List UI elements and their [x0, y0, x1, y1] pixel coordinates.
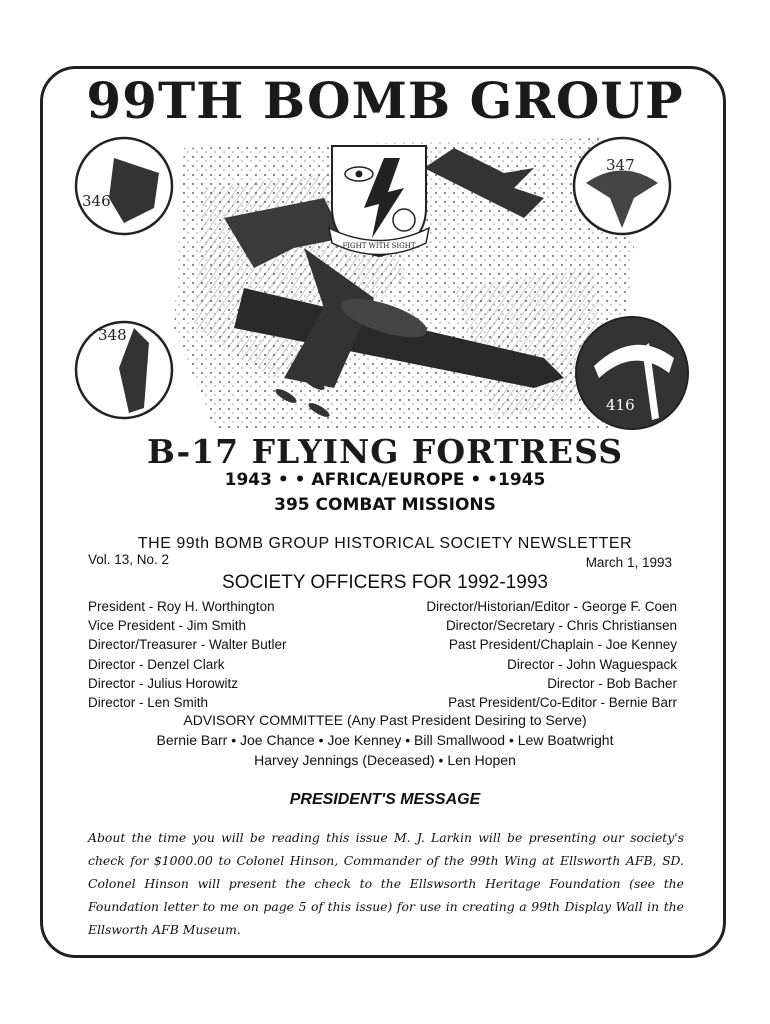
- svg-text:FIGHT WITH SIGHT: FIGHT WITH SIGHT: [342, 242, 416, 250]
- crest-shield: [329, 146, 429, 256]
- advisory-heading: ADVISORY COMMITTEE (Any Past President Desiring to Serve): [183, 712, 587, 728]
- badge-347: [574, 138, 670, 234]
- aircraft-title: B-17 FLYING FORTRESS: [146, 432, 624, 471]
- bomber-artwork: [74, 128, 694, 434]
- officer-entry: Director - Denzel Clark: [88, 656, 225, 672]
- officer-entry: Director/Secretary - Chris Christiansen: [445, 618, 677, 634]
- issue-date: March 1, 1993: [585, 555, 672, 570]
- masthead-title: 99TH BOMB GROUP: [86, 71, 684, 130]
- officer-entry: Past President/Chaplain - Joe Kenney: [448, 637, 677, 653]
- officer-entry: Director/Historian/Editor - George F. Coen: [426, 599, 677, 614]
- officer-entry: Director - Len Smith: [88, 695, 209, 711]
- officer-entry: Director - Julius Horowitz: [88, 675, 239, 691]
- newsletter-title: THE 99th BOMB GROUP HISTORICAL SOCIETY NEWSLETTER: [137, 535, 633, 552]
- officers-right-column: [357, 597, 677, 712]
- svg-text:346: 346: [82, 192, 111, 210]
- advisory-members-line-1: Bernie Barr • Joe Chance • Joe Kenney • Bill Smallwood • Lew Boatwright: [156, 732, 614, 748]
- badge-416: [576, 317, 688, 429]
- badge-346: [76, 138, 172, 234]
- officer-entry: Vice President - Jim Smith: [88, 618, 247, 634]
- officer-entry: Director - Bob Bacher: [547, 675, 677, 691]
- officer-entry: President - Roy H. Worthington: [88, 599, 275, 614]
- president-message-heading: PRESIDENT'S MESSAGE: [289, 791, 481, 808]
- svg-text:348: 348: [98, 326, 127, 344]
- officers-heading: SOCIETY OFFICERS FOR 1992-1993: [222, 572, 548, 593]
- svg-text:347: 347: [606, 156, 635, 174]
- years-theater: 1943 • • AFRICA/EUROPE • •1945: [224, 470, 546, 490]
- svg-text:416: 416: [606, 396, 635, 414]
- officer-entry: Director/Treasurer - Walter Butler: [88, 637, 287, 653]
- officer-entry: Past President/Co-Editor - Bernie Barr: [448, 695, 677, 711]
- officer-entry: Director - John Waguespack: [507, 656, 677, 672]
- advisory-members-line-2: Harvey Jennings (Deceased) • Len Hopen: [254, 752, 516, 768]
- president-message-body: About the time you will be reading this issue M. J. Larkin will be presenting our society's check for $1000.00 to Colonel Hinson, Commander of the 99th Wing at Ellsworth AFB, SD. Colonel Hinson will present the check to the Ellswsorth Heritage Foundation (see the Foundation letter to me on page 5 of this issue) for use in creating a 99th Display Wall in the Ellsworth AFB Museum.: [88, 830, 684, 937]
- badge-348: [76, 322, 172, 418]
- volume-number: Vol. 13, No. 2: [88, 552, 170, 567]
- officers-left-column: [88, 597, 378, 712]
- combat-missions: 395 COMBAT MISSIONS: [274, 495, 496, 515]
